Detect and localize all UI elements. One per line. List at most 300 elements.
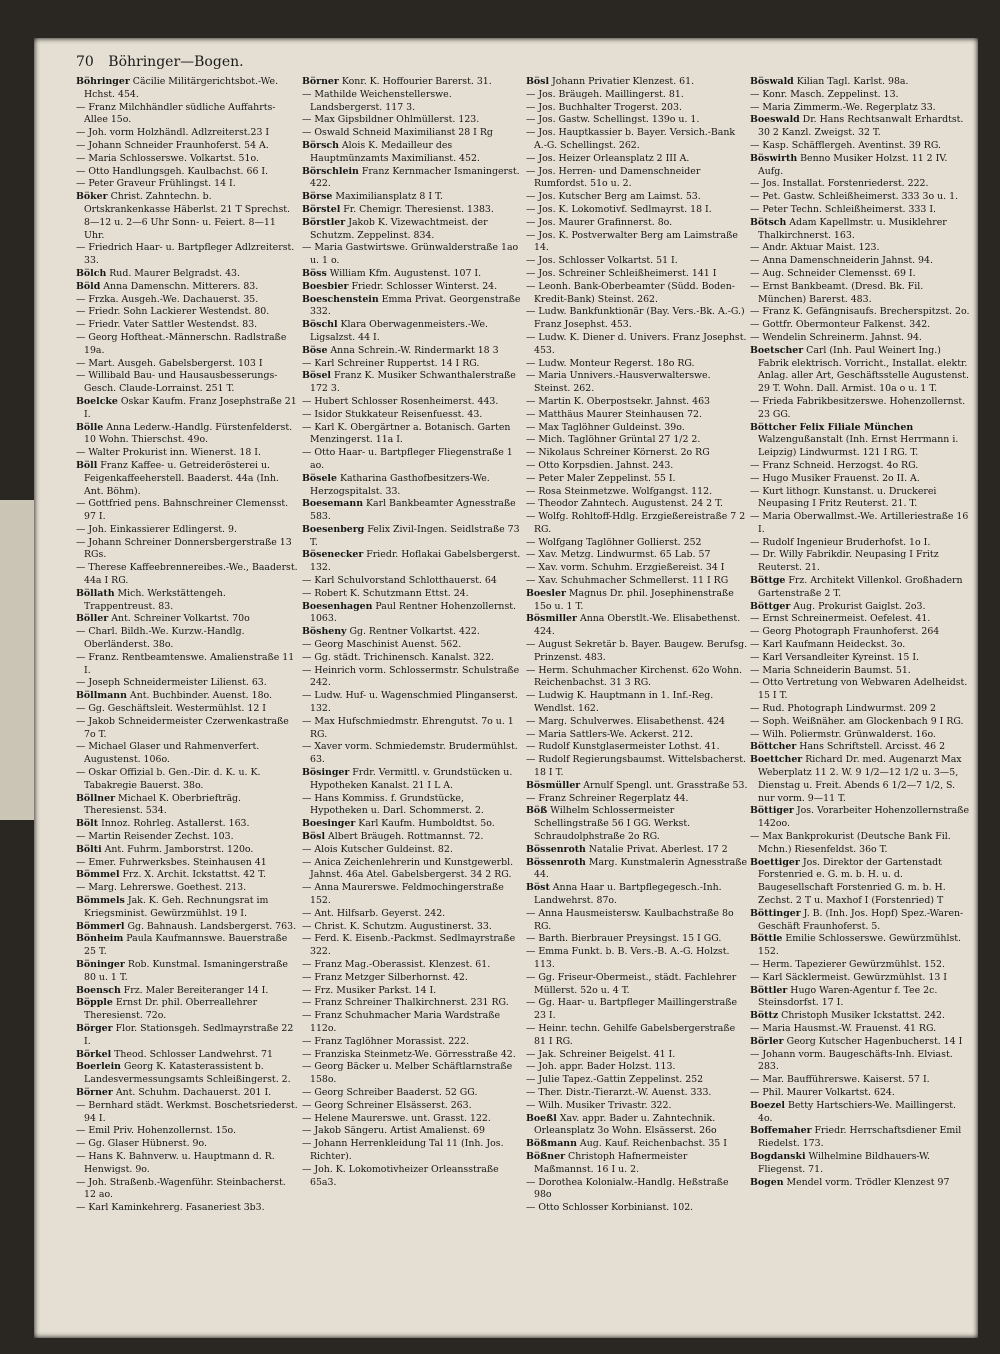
- entry-text: Anna Schrein.-W. Rindermarkt 18 3: [330, 344, 499, 356]
- entry-text: — Anna Damenschneiderin Jahnst. 94.: [750, 255, 933, 267]
- directory-entry: [76, 268, 298, 281]
- entry-surname: Böllmann: [76, 690, 127, 702]
- directory-entry: [526, 191, 748, 204]
- entry-text: — Helene Maurerswe. unt. Grasst. 122.: [302, 1112, 491, 1124]
- directory-entry: [76, 1202, 298, 1215]
- page-number: 70: [76, 54, 94, 70]
- entry-text: Gg. Rentner Volkartst. 422.: [349, 626, 480, 638]
- entry-text: Richard Dr. med. Augenarzt Max Weberplatz 11 2. W. 9 1/2—12 1/2 u. 3—5, Dienstag u. Freit. Abends 6 1/2—7 1/2, S. nur vorm. 9—11 T.: [758, 754, 962, 804]
- entry-text: Paul Rentner Hohenzollernst. 1063.: [310, 600, 517, 625]
- entry-text: — Konr. Masch. Zeppelinst. 13.: [750, 88, 899, 100]
- directory-entry: [76, 306, 298, 319]
- entry-text: — Xav. Schuhmacher Schmellerst. 11 I RG: [526, 575, 729, 587]
- entry-text: — Maria Unnivers.-Hausverwalterswe. Steinst. 262.: [526, 370, 711, 395]
- directory-entry: [526, 741, 748, 754]
- entry-surname: Bößmann: [526, 1138, 577, 1150]
- entry-surname: Böttle: [750, 933, 783, 945]
- directory-entry: [302, 1164, 524, 1190]
- directory-entry: [750, 76, 972, 89]
- directory-page: [34, 38, 978, 1338]
- directory-entry: [750, 933, 972, 959]
- directory-entry: [750, 345, 972, 396]
- entry-surname: Boesbier: [302, 280, 349, 292]
- directory-entry: [750, 217, 972, 243]
- entry-text: — Martin K. Oberpostsekr. Jahnst. 463: [526, 395, 711, 407]
- entry-surname: Bömmel: [76, 869, 120, 881]
- entry-text: — Joh. Straßenb.-Wagenführ. Steinbacherst. 12 ao.: [76, 1176, 286, 1201]
- directory-entry: [302, 498, 524, 524]
- directory-entry: [302, 114, 524, 127]
- entry-surname: Böß: [526, 805, 548, 817]
- directory-entry: [76, 178, 298, 191]
- entry-text: — Dorothea Kolonialw.-Handlg. Heßstraße 98o: [526, 1176, 729, 1201]
- entry-surname: Bogen: [750, 1176, 784, 1188]
- entry-text: — Ludwig K. Hauptmann in 1. Inf.-Reg. Wendlst. 162.: [526, 690, 714, 715]
- entry-text: — Jos. K. Postverwalter Berg am Laimstraße 14.: [526, 229, 738, 254]
- entry-surname: Börsch: [302, 139, 339, 151]
- entry-text: — Jos. Installat. Forstenriederst. 222.: [750, 178, 929, 190]
- entry-text: Innoz. Rohrleg. Astallerst. 163.: [101, 818, 250, 830]
- entry-surname: Bössenroth: [526, 843, 586, 855]
- entry-text: — Franz Taglöhner Morassist. 222.: [302, 1035, 470, 1047]
- entry-text: Betty Hartschiers-We. Maillingerst. 4o.: [758, 1099, 957, 1124]
- entry-text: — Max Gipsbildner Ohlmüllerst. 123.: [302, 114, 480, 126]
- directory-entry: [526, 857, 748, 883]
- directory-entry: [302, 422, 524, 448]
- entry-text: — Johann vorm. Baugeschäfts-Inh. Elviast. 283.: [750, 1048, 953, 1073]
- directory-entry: [302, 933, 524, 959]
- entry-text: — Emil Priv. Hohenzollernst. 15o.: [76, 1125, 237, 1137]
- entry-text: — Johann Schneider Fraunhoferst. 54 A.: [76, 139, 269, 151]
- directory-entry: [302, 1138, 524, 1164]
- entry-surname: Böhringer: [76, 76, 130, 87]
- entry-text: — Peter Techn. Schleißheimerst. 333 I.: [750, 203, 937, 215]
- entry-surname: Bösheny: [302, 626, 347, 638]
- entry-text: Anna Lederw.-Handlg. Fürstenfelderst. 10 Wohn. Thierschst. 49o.: [84, 421, 293, 446]
- directory-entry: [526, 933, 748, 946]
- directory-entry: [526, 230, 748, 256]
- entry-text: Hugo Waren-Agentur f. Tee 2c. Steinsdorfst. 17 I.: [758, 984, 938, 1009]
- directory-entry: [76, 677, 298, 690]
- entry-text: Christoph Hafnermeister Maßmannst. 16 I u. 2.: [534, 1150, 688, 1175]
- entry-text: — Maria Zimmerm.-We. Regerplatz 33.: [750, 101, 936, 113]
- entry-surname: Böswirth: [750, 152, 798, 164]
- directory-entry: [750, 332, 972, 345]
- entry-text: — Franz Schuhmacher Maria Wardstraße 112o.: [302, 1010, 501, 1034]
- directory-entry: [750, 486, 972, 512]
- directory-entry: [76, 294, 298, 307]
- entry-surname: Bölti: [76, 843, 102, 855]
- entry-text: — Joh. vorm Holzhändl. Adlzreiterst.23 I: [76, 127, 270, 139]
- directory-entry: [302, 665, 524, 691]
- directory-entry: [76, 537, 298, 563]
- entry-text: Ant. Schuhm. Dachauerst. 201 I.: [115, 1086, 272, 1098]
- directory-entry: [526, 255, 748, 268]
- directory-entry: [526, 114, 748, 127]
- directory-entry: [750, 908, 972, 934]
- directory-entry: [526, 1113, 748, 1139]
- directory-entry: [302, 652, 524, 665]
- entry-text: — Joh. K. Lokomotivheizer Orleansstraße 65a3.: [302, 1163, 499, 1188]
- directory-entry: [750, 677, 972, 703]
- entry-text: — Christ. K. Schutzm. Augustinerst. 33.: [302, 920, 492, 932]
- entry-surname: Bölt: [76, 818, 99, 830]
- directory-entry: [526, 549, 748, 562]
- entry-text: — Xav. vorm. Schuhm. Erzgießereist. 34 I: [526, 562, 725, 574]
- directory-entry: [750, 601, 972, 614]
- directory-entry: [750, 575, 972, 601]
- directory-entry: [302, 447, 524, 473]
- directory-entry: [76, 140, 298, 153]
- directory-entry: [750, 511, 972, 537]
- directory-entry: [526, 780, 748, 793]
- directory-entry: [750, 549, 972, 575]
- entry-text: — Herm. Tapezierer Gewürzmühlst. 152.: [750, 958, 945, 970]
- entry-text: Wilhelmine Bildhauers-W. Fliegenst. 71.: [758, 1150, 931, 1175]
- entry-text: — Robert K. Schutzmann Ettst. 24.: [302, 587, 469, 599]
- entry-surname: Böttinger: [750, 907, 801, 919]
- entry-text: Magnus Dr. phil. Josephinenstraße 15o u. 1 T.: [534, 587, 734, 612]
- directory-entry: [302, 882, 524, 908]
- directory-entry: [76, 524, 298, 537]
- directory-entry: [302, 473, 524, 499]
- entry-text: — Hans K. Bahnverw. u. Hauptmann d. R. Henwigst. 9o.: [76, 1150, 275, 1175]
- entry-text: — Karl Schreiner Ruppertst. 14 I RG.: [302, 357, 480, 369]
- column-3: [526, 76, 748, 1326]
- entry-text: — Hugo Musiker Frauenst. 2o II. A.: [750, 472, 920, 484]
- entry-text: Franz K. Musiker Schwanthalerstraße 172 3.: [310, 370, 516, 395]
- directory-entry: [302, 741, 524, 767]
- directory-entry: [76, 1177, 298, 1203]
- entry-surname: Bösmiller: [526, 613, 577, 625]
- directory-entry: [76, 844, 298, 857]
- entry-text: Ant. Buchbinder. Auenst. 18o.: [129, 690, 272, 702]
- directory-entry: [76, 626, 298, 652]
- entry-surname: Bösl: [302, 831, 326, 843]
- directory-entry: [76, 857, 298, 870]
- directory-entry: [526, 306, 748, 332]
- entry-text: — Therese Kaffeebrennereibes.-We., Baaderst. 44a I RG.: [76, 562, 298, 587]
- entry-text: — Joh. appr. Bader Holzst. 113.: [526, 1061, 676, 1073]
- directory-entry: [526, 396, 748, 409]
- directory-entry: [750, 140, 972, 153]
- entry-text: Friedr. Hoflakai Gabelsbergerst. 132.: [310, 549, 521, 574]
- entry-surname: Boettcher: [750, 754, 803, 766]
- entry-text: — Herm. Schuhmacher Kirchenst. 62o Wohn. Reichenbachst. 31 3 RG.: [526, 664, 743, 689]
- column-1: [76, 76, 298, 1326]
- entry-text: Frz. X. Archit. Ickstattst. 42 T.: [122, 869, 266, 881]
- entry-surname: Böllner: [76, 792, 116, 804]
- directory-entry: [302, 972, 524, 985]
- entry-text: — Jos. Hauptkassier b. Bayer. Versich.-Bank A.-G. Schellingst. 262.: [526, 127, 736, 151]
- entry-text: — Karl Kaufmann Heideckst. 3o.: [750, 639, 906, 651]
- entry-text: — Jos. Bräugeh. Maillingerst. 81.: [526, 88, 684, 100]
- directory-entry: [750, 716, 972, 729]
- entry-text: — August Sekretär b. Bayer. Baugew. Berufsg. Prinzenst. 483.: [526, 639, 748, 663]
- entry-surname: Bönheim: [76, 933, 124, 945]
- directory-entry: [526, 281, 748, 307]
- entry-text: — Georg Schreiber Baaderst. 52 GG.: [302, 1086, 478, 1098]
- directory-entry: [302, 1125, 524, 1138]
- entry-surname: Böttcher Felix Filiale München: [750, 421, 914, 433]
- entry-surname: Börger: [76, 1022, 113, 1034]
- directory-entry: [76, 716, 298, 742]
- directory-entry: [526, 102, 748, 115]
- entry-text: — Maria Sattlers-We. Ackerst. 212.: [526, 728, 694, 740]
- directory-entry: [750, 89, 972, 102]
- entry-text: — Jos. K. Lokomotivf. Sedlmayrst. 18 I.: [526, 203, 712, 215]
- directory-entry: [76, 1125, 298, 1138]
- directory-entry: [76, 242, 298, 268]
- entry-surname: Boerlein: [76, 1061, 121, 1073]
- entry-surname: Böttge: [750, 575, 786, 587]
- entry-text: Jos. Vorarbeiter Hohenzollernstraße 142oo.: [758, 805, 969, 830]
- directory-entry: [750, 153, 972, 179]
- directory-entry: [750, 626, 972, 639]
- entry-surname: Böttiger: [750, 805, 794, 817]
- entry-surname: Bösele: [302, 472, 337, 484]
- entry-text: Ant. Schreiner Volkartst. 70o: [111, 613, 250, 625]
- directory-entry: [76, 166, 298, 179]
- directory-entry: [526, 511, 748, 537]
- directory-entry: [76, 741, 298, 767]
- entry-text: — Mathilde Weichenstellerswe. Landsbergerst. 117 3.: [302, 88, 452, 113]
- entry-text: Carl (Inh. Paul Weinert Ing.) Fabrik elektrisch. Vorricht., Installat. elektr. Anlag. aller Art, Geschäftsstelle Augustenst. 29 T. Wohn. Dall. Armist. 10a o u. 1 T.: [758, 344, 969, 395]
- entry-text: — Wolfgang Taglöhner Gollierst. 252: [526, 536, 702, 548]
- directory-entry: [76, 358, 298, 371]
- directory-entry: [76, 1151, 298, 1177]
- column-4: [750, 76, 972, 1326]
- directory-entry: [526, 434, 748, 447]
- entry-text: — Rud. Photograph Lindwurmst. 209 2: [750, 703, 936, 715]
- directory-entry: [750, 652, 972, 665]
- directory-entry: [750, 729, 972, 742]
- entry-text: — Mar. Baufführerswe. Kaiserst. 57 I.: [750, 1074, 930, 1086]
- entry-text: — Peter Maler Zeppelinst. 55 I.: [526, 472, 676, 484]
- entry-text: — Wendelin Schreinerm. Jahnst. 94.: [750, 331, 922, 343]
- directory-entry: [750, 972, 972, 985]
- directory-entry: [750, 1177, 972, 1190]
- entry-surname: Bösenecker: [302, 549, 364, 561]
- entry-text: — Anica Zeichenlehrerin und Kunstgewerbl. Jahnst. 46a Atel. Gabelsbergerst. 34 2 RG.: [302, 856, 514, 881]
- entry-surname: Boelcke: [76, 395, 118, 407]
- entry-text: — Franz Schreiner Thalkirchnerst. 231 RG.: [302, 997, 509, 1009]
- directory-entry: [302, 639, 524, 652]
- entry-text: — Jakob Sängeru. Artist Amalienst. 69: [302, 1125, 485, 1137]
- entry-text: — Maria Hausmst.-W. Frauenst. 41 RG.: [750, 1022, 937, 1034]
- directory-entry: [526, 1023, 748, 1049]
- directory-entry: [526, 844, 748, 857]
- entry-text: — Isidor Stukkateur Reisenfuesst. 43.: [302, 408, 483, 420]
- entry-text: — Wolfg. Rohltoff-Hdlg. Erzgießereistraße 7 2 RG.: [526, 511, 746, 535]
- entry-text: — Aug. Schneider Clemensst. 69 I.: [750, 267, 916, 279]
- directory-entry: [302, 1087, 524, 1100]
- directory-entry: [526, 716, 748, 729]
- entry-text: — Emer. Fuhrwerksbes. Steinhausen 41: [76, 856, 267, 868]
- directory-entry: [76, 613, 298, 626]
- entry-text: — Otto Vertretung von Webwaren Adelheidst. 15 I T.: [750, 677, 968, 702]
- entry-surname: Böller: [76, 613, 109, 625]
- directory-entry: [526, 204, 748, 217]
- directory-entry: [526, 409, 748, 422]
- directory-entry: [302, 127, 524, 140]
- entry-text: Mich. Werkstättengeh. Trappentreust. 83.: [84, 587, 226, 612]
- entry-surname: Bösmüller: [526, 779, 581, 791]
- directory-entry: [750, 396, 972, 422]
- directory-entry: [302, 409, 524, 422]
- entry-text: Anna Damenschn. Mitterers. 83.: [103, 280, 259, 292]
- torn-page-edge: [0, 500, 34, 820]
- entry-surname: Boeswald: [750, 114, 800, 126]
- entry-surname: Bölch: [76, 267, 107, 279]
- directory-entry: [750, 537, 972, 550]
- directory-entry: [750, 306, 972, 319]
- entry-text: — Gg. Haar- u. Bartpfleger Maillingerstraße 23 I.: [526, 997, 738, 1022]
- directory-entry: [76, 127, 298, 140]
- entry-text: — Gg. Geschäftsleit. Westermühlst. 12 I: [76, 703, 266, 715]
- directory-entry: [302, 831, 524, 844]
- entry-text: — Walter Prokurist inn. Wienerst. 18 I.: [76, 447, 261, 459]
- entry-text: — Gottfried pens. Bahnschreiner Clemensst. 97 I.: [76, 498, 289, 523]
- directory-entry: [750, 613, 972, 626]
- entry-surname: Böker: [76, 191, 108, 203]
- directory-entry: [76, 447, 298, 460]
- entry-text: — Friedrich Haar- u. Bartpfleger Adlzreiterst. 33.: [76, 242, 295, 267]
- entry-text: — Frzka. Ausgeh.-We. Dachauerst. 35.: [76, 293, 259, 305]
- entry-surname: Böse: [302, 344, 328, 356]
- directory-entry: [526, 473, 748, 486]
- entry-surname: Boesler: [526, 587, 566, 599]
- entry-text: — Ferd. K. Eisenb.-Packmst. Sedlmayrstraße 322.: [302, 933, 516, 958]
- entry-text: — Georg Maschinist Auenst. 562.: [302, 639, 462, 651]
- entry-text: — Jos. Maurer Grafinnerst. 8o.: [526, 216, 673, 228]
- entry-text: — Jos. Kutscher Berg am Laimst. 53.: [526, 191, 701, 203]
- entry-text: — Gg. Friseur-Obermeist., städt. Fachlehrer Müllerst. 52o u. 4 T.: [526, 971, 737, 996]
- entry-text: — Alois Kutscher Guldeinst. 82.: [302, 843, 453, 855]
- entry-text: — Otto Korpsdien. Jahnst. 243.: [526, 459, 674, 471]
- directory-entry: [526, 370, 748, 396]
- directory-entry: [302, 76, 524, 89]
- entry-text: Albert Bräugeh. Rottmannst. 72.: [328, 831, 484, 843]
- directory-entry: [76, 1061, 298, 1087]
- directory-entry: [750, 242, 972, 255]
- directory-entry: [526, 588, 748, 614]
- directory-entry: [76, 498, 298, 524]
- entry-text: — Bernhard städt. Werkmst. Boschetsriederst. 94 I.: [76, 1099, 298, 1124]
- directory-entry: [526, 562, 748, 575]
- entry-text: Klara Oberwagenmeisters.-We. Ligsalzst. 44 I.: [310, 319, 488, 343]
- entry-text: — Heinrich vorm. Schlossermstr. Schulstraße 242.: [302, 664, 520, 689]
- entry-surname: Böttger: [750, 600, 791, 612]
- entry-text: — Franziska Steinmetz-We. Görresstraße 42.: [302, 1048, 516, 1060]
- entry-text: — Ther. Distr.-Tierarzt.-W. Auenst. 333.: [526, 1086, 712, 1098]
- entry-text: — Marg. Schulverwes. Elisabethenst. 424: [526, 715, 726, 727]
- directory-entry: [526, 1177, 748, 1203]
- entry-text: — Gottfr. Obermonteur Falkenst. 342.: [750, 319, 931, 331]
- entry-surname: Bogdanski: [750, 1150, 806, 1162]
- entry-text: Dr. Hans Rechtsanwalt Erhardtst. 30 2 Kanzl. Zweigst. 32 T.: [758, 114, 964, 139]
- entry-text: — Jos. Schreiner Schleißheimerst. 141 I: [526, 267, 717, 279]
- directory-entry: [750, 102, 972, 115]
- directory-entry: [526, 665, 748, 691]
- directory-entry: [526, 498, 748, 511]
- entry-text: — Maria Schneiderin Baumst. 51.: [750, 664, 911, 676]
- directory-entry: [750, 281, 972, 307]
- entry-text: Ernst Dr. phil. Oberreallehrer Theresienst. 72o.: [84, 997, 258, 1022]
- entry-text: — Charl. Bildh.-We. Kurzw.-Handlg. Oberländerst. 38o.: [76, 626, 245, 651]
- entry-text: — Karl K. Obergärtner a. Botanisch. Garten Menzingerst. 11a I.: [302, 421, 511, 446]
- directory-entry: [526, 1138, 748, 1151]
- entry-surname: Boettiger: [750, 856, 800, 868]
- directory-entry: [750, 1125, 972, 1151]
- entry-text: — Franz Milchhändler südliche Auffahrts-Allee 15o.: [76, 101, 276, 126]
- entry-text: Fr. Chemigr. Theresienst. 1383.: [343, 203, 494, 215]
- directory-entry: [302, 959, 524, 972]
- entry-text: — Nikolaus Schreiner Körnerst. 2o RG: [526, 447, 710, 459]
- entry-text: Oskar Kaufm. Franz Josephstraße 21 I.: [84, 395, 297, 420]
- directory-entry: [76, 818, 298, 831]
- directory-entry: [76, 588, 298, 614]
- directory-entry: [526, 89, 748, 102]
- entry-text: — Ludw. Monteur Regerst. 18o RG.: [526, 357, 695, 369]
- entry-surname: Bössenroth: [526, 856, 586, 868]
- directory-entry: [750, 1036, 972, 1049]
- entry-text: Franz Kaffee- u. Getreiderösterei u. Feigenkaffeeherstell. Baaderst. 44a (Inh. Ant. Böhm).: [84, 459, 279, 497]
- entry-text: Friedr. Herrschaftsdiener Emil Riedelst. 173.: [758, 1125, 962, 1150]
- entry-text: Marg. Kunstmalerin Agnesstraße 44.: [534, 856, 748, 881]
- entry-text: Katharina Gasthofbesitzers-We. Herzogspitalst. 33.: [310, 472, 490, 497]
- directory-entry: [76, 76, 298, 102]
- entry-text: Kilian Tagl. Karlst. 98a.: [796, 76, 909, 87]
- entry-text: — Jos. Herren- und Damenschneider Rumfordst. 51o u. 2.: [526, 165, 701, 190]
- directory-entry: [526, 1202, 748, 1215]
- entry-text: — Gg. städt. Trichinensch. Kanalst. 322.: [302, 651, 495, 663]
- directory-entry: [302, 358, 524, 371]
- entry-surname: Boesenberg: [302, 523, 365, 535]
- entry-text: — Gg. Glaser Hübnerst. 9o.: [76, 1138, 207, 1150]
- entry-text: — Jos. Gastw. Schellingst. 139o u. 1.: [526, 114, 700, 126]
- entry-text: Wilhelm Schlossermeister Schellingstraße 56 I GG. Werkst. Schraudolphstraße 2o RG.: [534, 805, 691, 843]
- entry-surname: Börschlein: [302, 165, 359, 177]
- directory-entry: [750, 268, 972, 281]
- directory-entry: [302, 319, 524, 345]
- entry-text: Arnulf Spengl. unt. Grasstraße 53.: [583, 779, 748, 791]
- entry-surname: Böttler: [750, 984, 788, 996]
- directory-entry: [526, 358, 748, 371]
- entry-surname: Böllath: [76, 587, 115, 599]
- directory-entry: [302, 818, 524, 831]
- directory-entry: [750, 204, 972, 217]
- directory-entry: [750, 178, 972, 191]
- entry-text: — Joh. Einkassierer Edlingerst. 9.: [76, 523, 237, 535]
- entry-surname: Böss: [302, 267, 327, 279]
- directory-entry: [526, 972, 748, 998]
- directory-entry: [750, 473, 972, 486]
- directory-entry: [526, 217, 748, 230]
- entry-text: — Maria Gastwirtswe. Grünwalderstraße 1ao u. 1 o.: [302, 242, 519, 267]
- directory-entry: [302, 204, 524, 217]
- entry-text: — Franz Mag.-Oberassist. Klenzest. 61.: [302, 958, 491, 970]
- entry-text: Adam Kapellmstr. u. Musiklehrer Thalkirchnerst. 163.: [758, 216, 947, 241]
- entry-surname: Böpple: [76, 997, 113, 1009]
- entry-text: Theod. Schlosser Landwehrst. 71: [114, 1048, 273, 1060]
- directory-entry: [302, 690, 524, 716]
- directory-entry: [750, 1023, 972, 1036]
- entry-text: Mendel vorm. Trödler Klenzest 97: [786, 1176, 950, 1188]
- directory-entry: [526, 486, 748, 499]
- directory-entry: [76, 191, 298, 242]
- entry-text: — Johann Herrenkleidung Tal 11 (Inh. Jos. Richter).: [302, 1138, 504, 1162]
